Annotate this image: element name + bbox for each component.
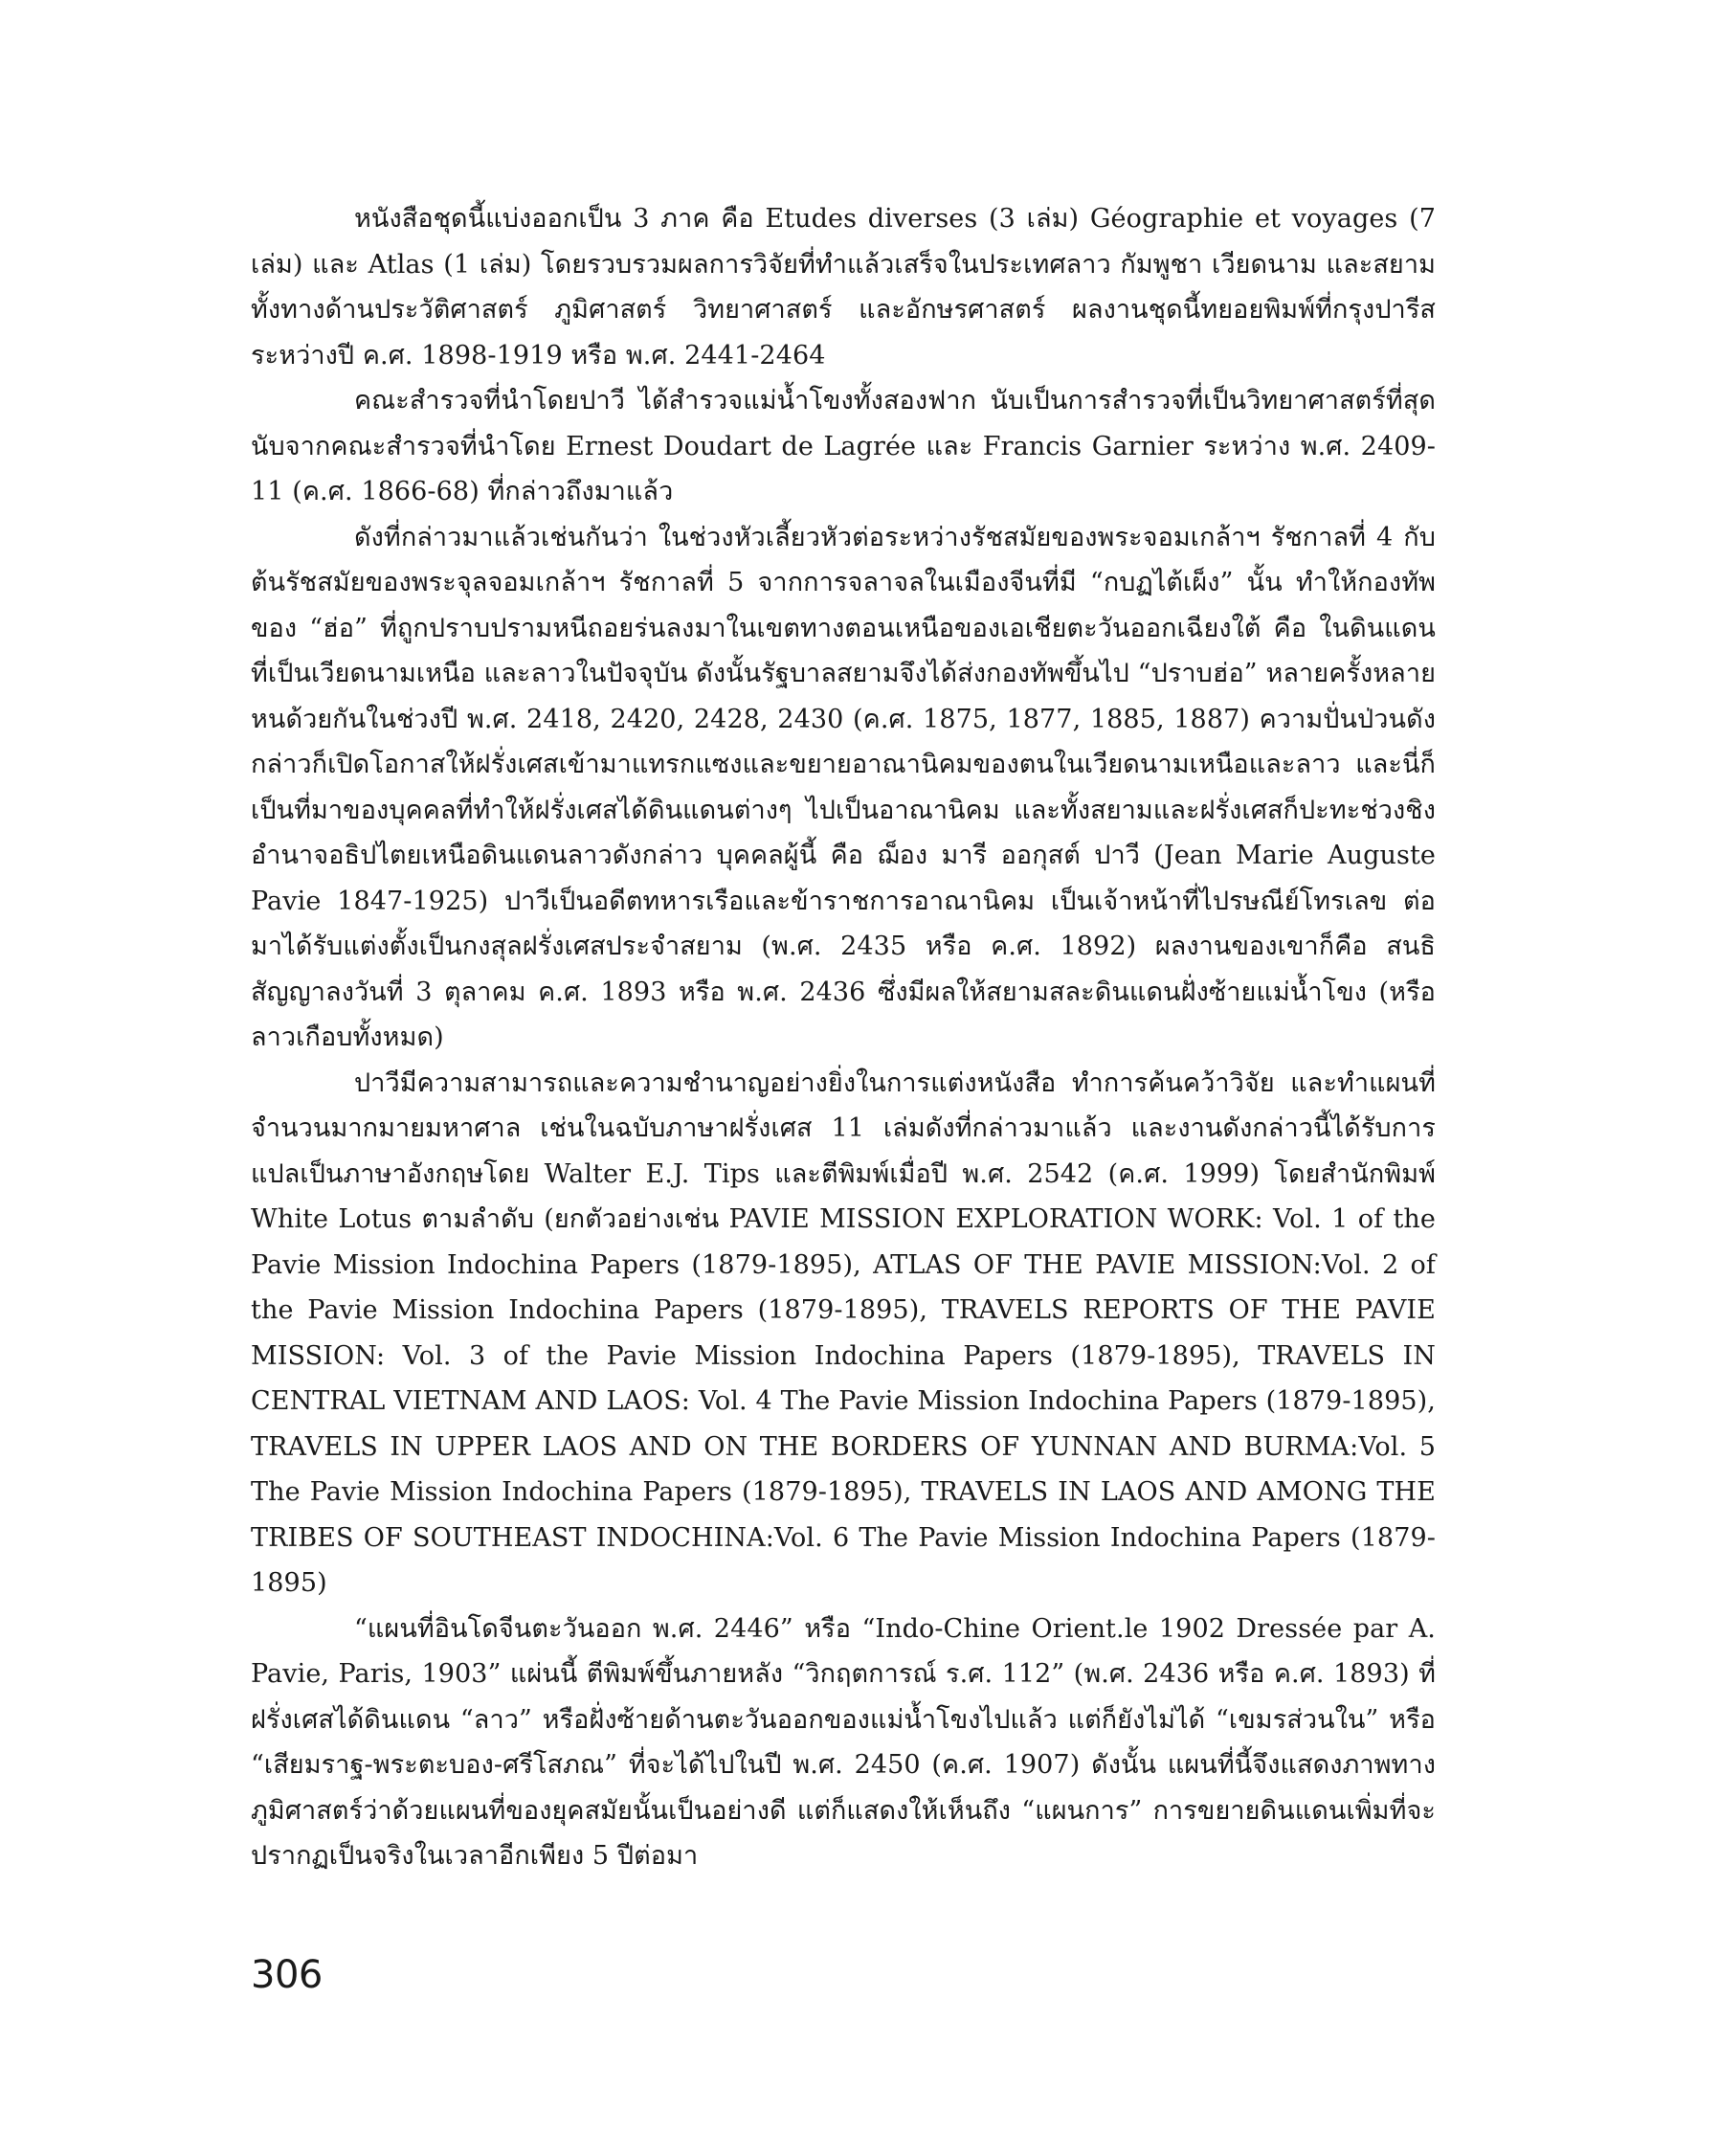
paragraph-map: “แผนที่อินโดจีนตะวันออก พ.ศ. 2446” หรือ “Indo-Chine Orient.le 1902 Dressée par A. Pavie, Paris, 1903” แผ่นนี้ ตีพิมพ์ขึ้นภายหลัง “วิกฤตการณ์ ร.ศ. 112” (พ.ศ. 2436 หรือ ค.ศ. 1893) ที่ฝรั่งเศสได้ดินแดน “ลาว” หรือฝั่งซ้ายด้านตะวันออกของแม่น้ำโขงไปแล้ว แต่ก็ยังไม่ได้ “เขมรส่วนใน” หรือ “เสียมราฐ-พระตะบอง-ศรีโสภณ” ที่จะได้ไปในปี พ.ศ. 2450 (ค.ศ. 1907) ดังนั้น แผนที่นี้จึงแสดงภาพทางภูมิศาสตร์ว่าด้วยแผนที่ของยุคสมัยนั้นเป็นอย่างดี แต่ก็แสดงให้เห็นถึง “แผนการ” การขยายดินแดนเพิ่มที่จะปรากฏเป็นจริงในเวลาอีกเพียง 5 ปีต่อมา bbox=[251, 1613, 1436, 1871]
paragraph-history: ดังที่กล่าวมาแล้วเช่นกันว่า ในช่วงหัวเลี้ยวหัวต่อระหว่างรัชสมัยของพระจอมเกล้าฯ รัชกาลที่ 4 กับต้นรัชสมัยของพระจุลจอมเกล้าฯ รัชกาลที่ 5 จากการจลาจลในเมืองจีนที่มี “กบฏไต้เผ็ง” นั้น ทำให้กองทัพของ “ฮ่อ” ที่ถูกปราบปรามหนีถอยร่นลงมาในเขตทางตอนเหนือของเอเชียตะวันออกเฉียงใต้ คือ ในดินแดนที่เป็นเวียดนามเหนือ และลาวในปัจจุบัน ดังนั้นรัฐบาลสยามจึงได้ส่งกองทัพขึ้นไป “ปราบฮ่อ” หลายครั้งหลายหนด้วยกันในช่วงปี พ.ศ. 2418, 2420, 2428, 2430 (ค.ศ. 1875, 1877, 1885, 1887) ความปั่นป่วนดังกล่าวก็เปิดโอกาสให้ฝรั่งเศสเข้ามาแทรกแซงและขยายอาณานิคมของตนในเวียดนามเหนือและลาว และนี่ก็เป็นที่มาของบุคคลที่ทำให้ฝรั่งเศสได้ดินแดนต่างๆ ไปเป็นอาณานิคม และทั้งสยามและฝรั่งเศสก็ปะทะช่วงชิงอำนาจอธิปไตยเหนือดินแดนลาวดังกล่าว บุคคลผู้นี้ คือ ฌ็อง มารี ออกุสต์ ปาวี (Jean Marie Auguste Pavie 1847-1925) ปาวีเป็นอดีตทหารเรือและข้าราชการอาณานิคม เป็นเจ้าหน้าที่ไปรษณีย์โทรเลข ต่อมาได้รับแต่งตั้งเป็นกงสุลฝรั่งเศสประจำสยาม (พ.ศ. 2435 หรือ ค.ศ. 1892) ผลงานของเขาก็คือ สนธิสัญญาลงวันที่ 3 ตุลาคม ค.ศ. 1893 หรือ พ.ศ. 2436 ซึ่งมีผลให้สยามสละดินแดนฝั่งซ้ายแม่น้ำโขง (หรือลาวเกือบทั้งหมด) bbox=[251, 522, 1436, 1052]
paragraph-book-series: หนังสือชุดนี้แบ่งออกเป็น 3 ภาค คือ Etudes diverses (3 เล่ม) Géographie et voyages (7 เล่ม) และ Atlas (1 เล่ม) โดยรวบรวมผลการวิจัยที่ทำแล้วเสร็จในประเทศลาว กัมพูชา เวียดนาม และสยาม ทั้งทางด้านประวัติศาสตร์ ภูมิศาสตร์ วิทยาศาสตร์ และอักษรศาสตร์ ผลงานชุดนี้ทยอยพิมพ์ที่กรุงปารีส ระหว่างปี ค.ศ. 1898-1919 หรือ พ.ศ. 2441-2464 bbox=[251, 204, 1436, 371]
page-body bbox=[251, 196, 1436, 1879]
page-number: 306 bbox=[251, 1953, 323, 1997]
paragraph-pavie-works: ปาวีมีความสามารถและความชำนาญอย่างยิ่งในการแต่งหนังสือ ทำการค้นคว้าวิจัย และทำแผนที่จำนวนมากมายมหาศาล เช่นในฉบับภาษาฝรั่งเศส 11 เล่มดังที่กล่าวมาแล้ว และงานดังกล่าวนี้ได้รับการแปลเป็นภาษาอังกฤษโดย Walter E.J. Tips และตีพิมพ์เมื่อปี พ.ศ. 2542 (ค.ศ. 1999) โดยสำนักพิมพ์ White Lotus ตามลำดับ (ยกตัวอย่างเช่น PAVIE MISSION EXPLORATION WORK: Vol. 1 of the Pavie Mission Indochina Papers (1879-1895), ATLAS OF THE PAVIE MISSION:Vol. 2 of the Pavie Mission Indochina Papers (1879-1895), TRAVELS REPORTS OF THE PAVIE MISSION: Vol. 3 of the Pavie Mission Indochina Papers (1879-1895), TRAVELS IN CENTRAL VIETNAM AND LAOS: Vol. 4 The Pavie Mission Indochina Papers (1879-1895), TRAVELS IN UPPER LAOS AND ON THE BORDERS OF YUNNAN AND BURMA:Vol. 5 The Pavie Mission Indochina Papers (1879-1895), TRAVELS IN LAOS AND AMONG THE TRIBES OF SOUTHEAST INDOCHINA:Vol. 6 The Pavie Mission Indochina Papers (1879-1895) bbox=[251, 1067, 1436, 1598]
paragraph-survey: คณะสำรวจที่นำโดยปาวี ได้สำรวจแม่น้ำโขงทั้งสองฟาก นับเป็นการสำรวจที่เป็นวิทยาศาสตร์ที่สุดนับจากคณะสำรวจที่นำโดย Ernest Doudart de Lagrée และ Francis Garnier ระหว่าง พ.ศ. 2409-11 (ค.ศ. 1866-68) ที่กล่าวถึงมาแล้ว bbox=[251, 386, 1436, 506]
